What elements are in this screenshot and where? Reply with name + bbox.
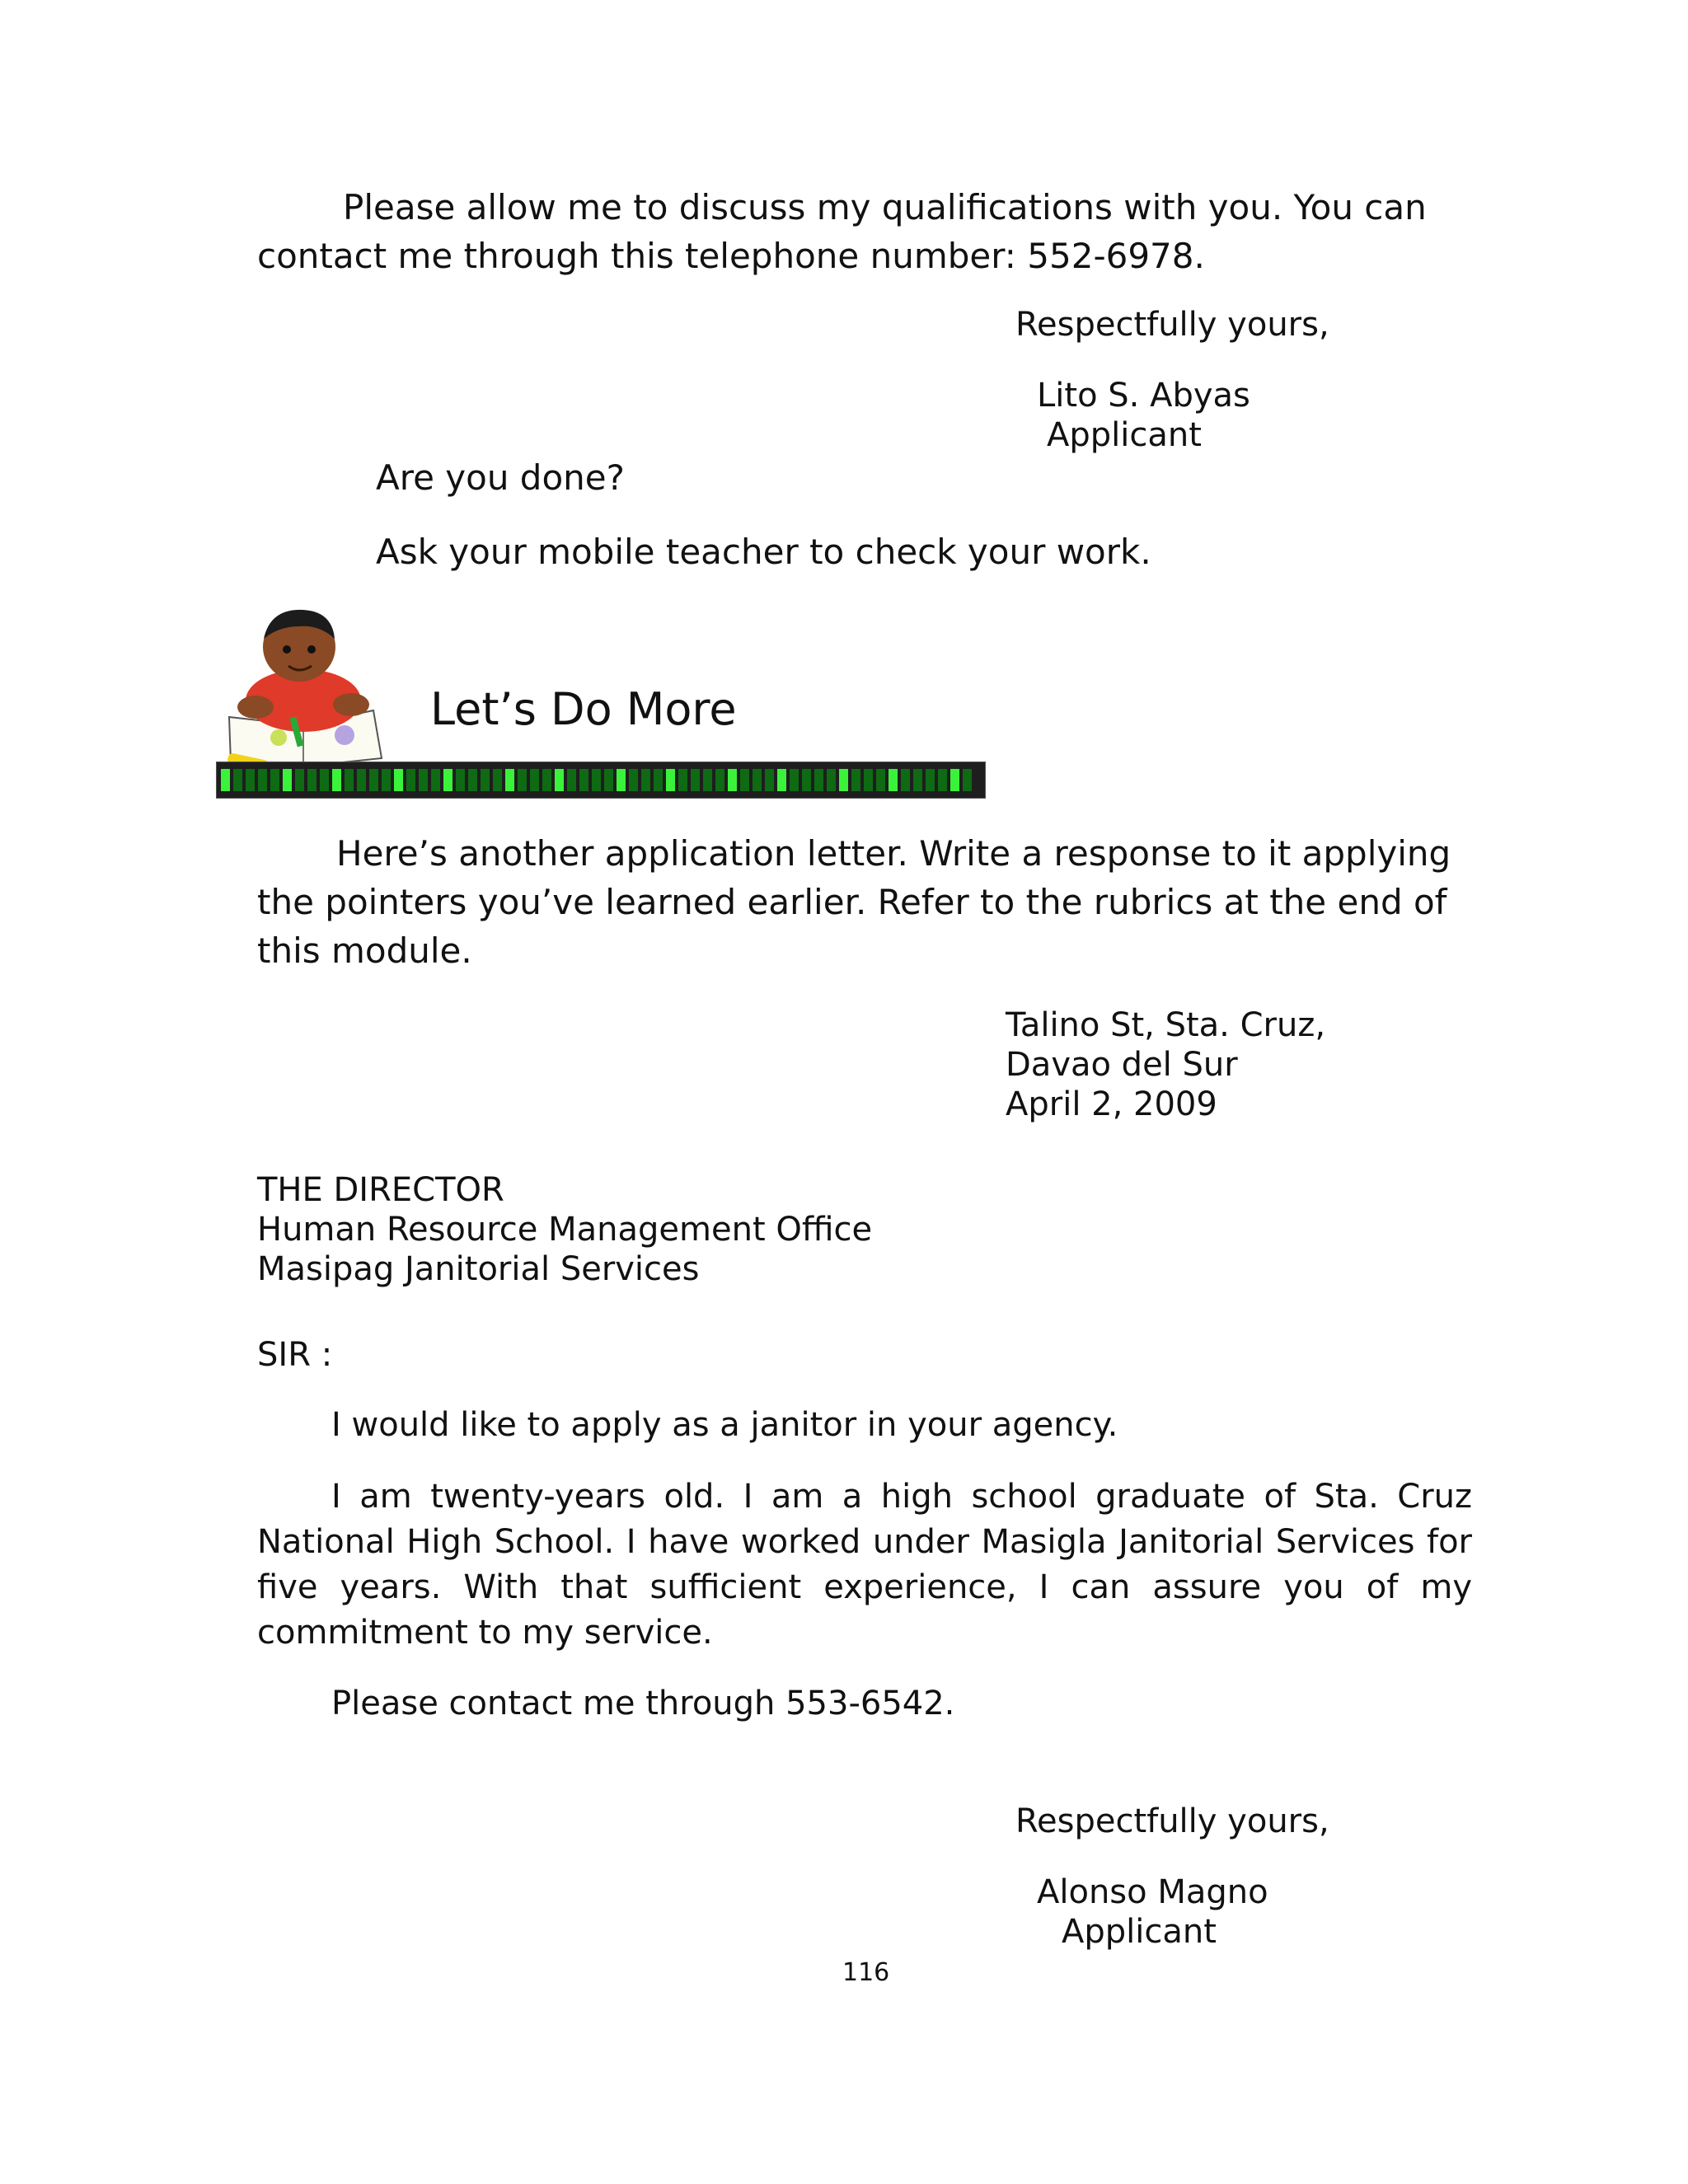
letter2-signatory-title: Applicant [1062, 1913, 1217, 1951]
letter2-body-paragraph: Please contact me through 553-6542. [331, 1685, 955, 1722]
letter2-address-line1: Talino St, Sta. Cruz, [1006, 1006, 1326, 1044]
letter2-body-paragraph: I would like to apply as a janitor in your agency. [331, 1406, 1118, 1444]
page-number: 116 [842, 1958, 890, 1987]
letter2-complimentary-close: Respectfully yours, [1015, 1802, 1329, 1840]
done-prompt: Are you done? [376, 457, 625, 498]
letter2-address-line2: Davao del Sur [1006, 1046, 1238, 1084]
letter2-body-paragraph: I am twenty-years old. I am a high school graduate of Sta. Cruz National High School. I have worked under Masigla Janitorial Services for five years. With that sufficient experience, I can assure you of my commitment to my service. [257, 1478, 1472, 1652]
section-heading: Let’s Do More [430, 683, 737, 735]
letter2-recipient-line2: Human Resource Management Office [257, 1211, 873, 1249]
letter1-closing-paragraph: Please allow me to discuss my qualifications with you. You can contact me through this telephone number: 552-6978. [257, 187, 1427, 276]
section-divider-bar [216, 762, 986, 799]
teacher-check-prompt: Ask your mobile teacher to check your work. [376, 532, 1151, 572]
letter2-date: April 2, 2009 [1006, 1085, 1217, 1123]
letter1-signatory-title: Applicant [1047, 416, 1202, 454]
letter1-complimentary-close: Respectfully yours, [1015, 306, 1329, 344]
letter2-recipient-line1: THE DIRECTOR [257, 1171, 504, 1209]
letter2-salutation: SIR : [257, 1336, 333, 1374]
letter2-signatory-name: Alonso Magno [1037, 1873, 1268, 1911]
letter2-recipient-line3: Masipag Janitorial Services [257, 1250, 700, 1288]
section-instructions: Here’s another application letter. Write a response to it applying the pointers you’ve learned earlier. Refer to the rubrics at the end of this module. [257, 833, 1451, 971]
letter1-signatory-name: Lito S. Abyas [1037, 377, 1250, 415]
